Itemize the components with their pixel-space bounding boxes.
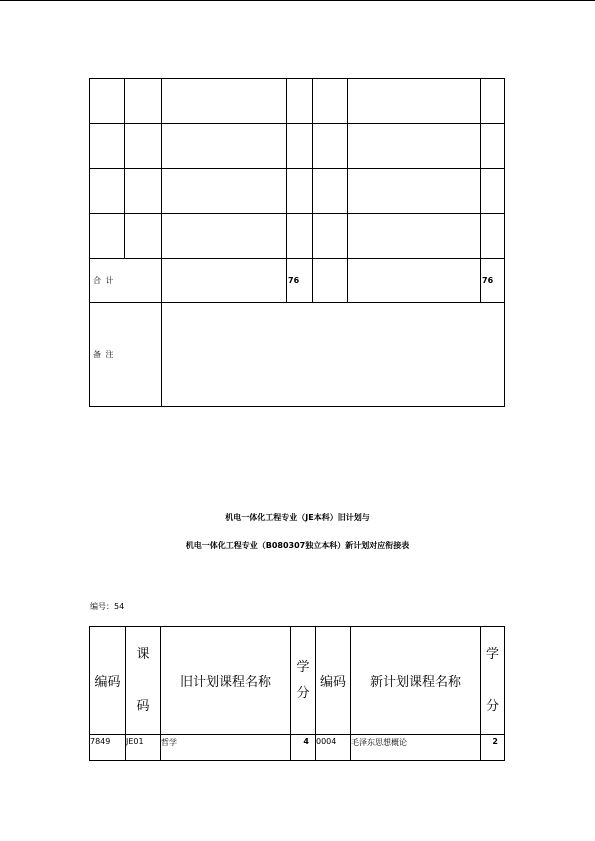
table-row xyxy=(90,124,505,169)
header-old-course-name: 旧计划课程名称 xyxy=(161,627,291,735)
document-title-line2: 机电一体化工程专业（B080307独立本科）新计划对应衔接表 xyxy=(185,541,410,550)
total-new-credits: 76 xyxy=(481,259,505,303)
total-label: 合 计 xyxy=(90,259,162,303)
cell-new-course-name: 毛泽东思想概论 xyxy=(351,735,481,761)
document-number: 编号：54 xyxy=(90,602,125,611)
header-new-course-name: 新计划课程名称 xyxy=(351,627,481,735)
cell-code: 7849 xyxy=(90,735,126,761)
header-new-credits: 学 分 xyxy=(481,627,505,735)
previous-page-table xyxy=(89,78,505,407)
table-header-row xyxy=(90,627,505,735)
header-course-code: 课 码 xyxy=(126,627,161,735)
page-top-border xyxy=(0,0,595,1)
header-old-credits: 学 分 xyxy=(291,627,316,735)
total-row xyxy=(90,259,505,303)
cell-new-code: 0004 xyxy=(316,735,351,761)
total-old-credits: 76 xyxy=(287,259,313,303)
cell-old-course-name: 哲学 xyxy=(161,735,291,761)
table-row xyxy=(90,735,505,761)
cell-old-credits: 4 xyxy=(291,735,316,761)
header-code: 编码 xyxy=(90,627,126,735)
table-row xyxy=(90,79,505,124)
cell-course-code: JE01 xyxy=(126,735,161,761)
table-row xyxy=(90,214,505,259)
header-new-code: 编码 xyxy=(316,627,351,735)
cell-new-credits: 2 xyxy=(481,735,505,761)
course-mapping-table xyxy=(89,626,505,761)
document-title-line1: 机电一体化工程专业（JE本科）旧计划与 xyxy=(225,513,370,522)
remark-label: 备 注 xyxy=(90,303,162,407)
table-row xyxy=(90,169,505,214)
remark-row xyxy=(90,303,505,407)
remark-content xyxy=(162,303,505,407)
